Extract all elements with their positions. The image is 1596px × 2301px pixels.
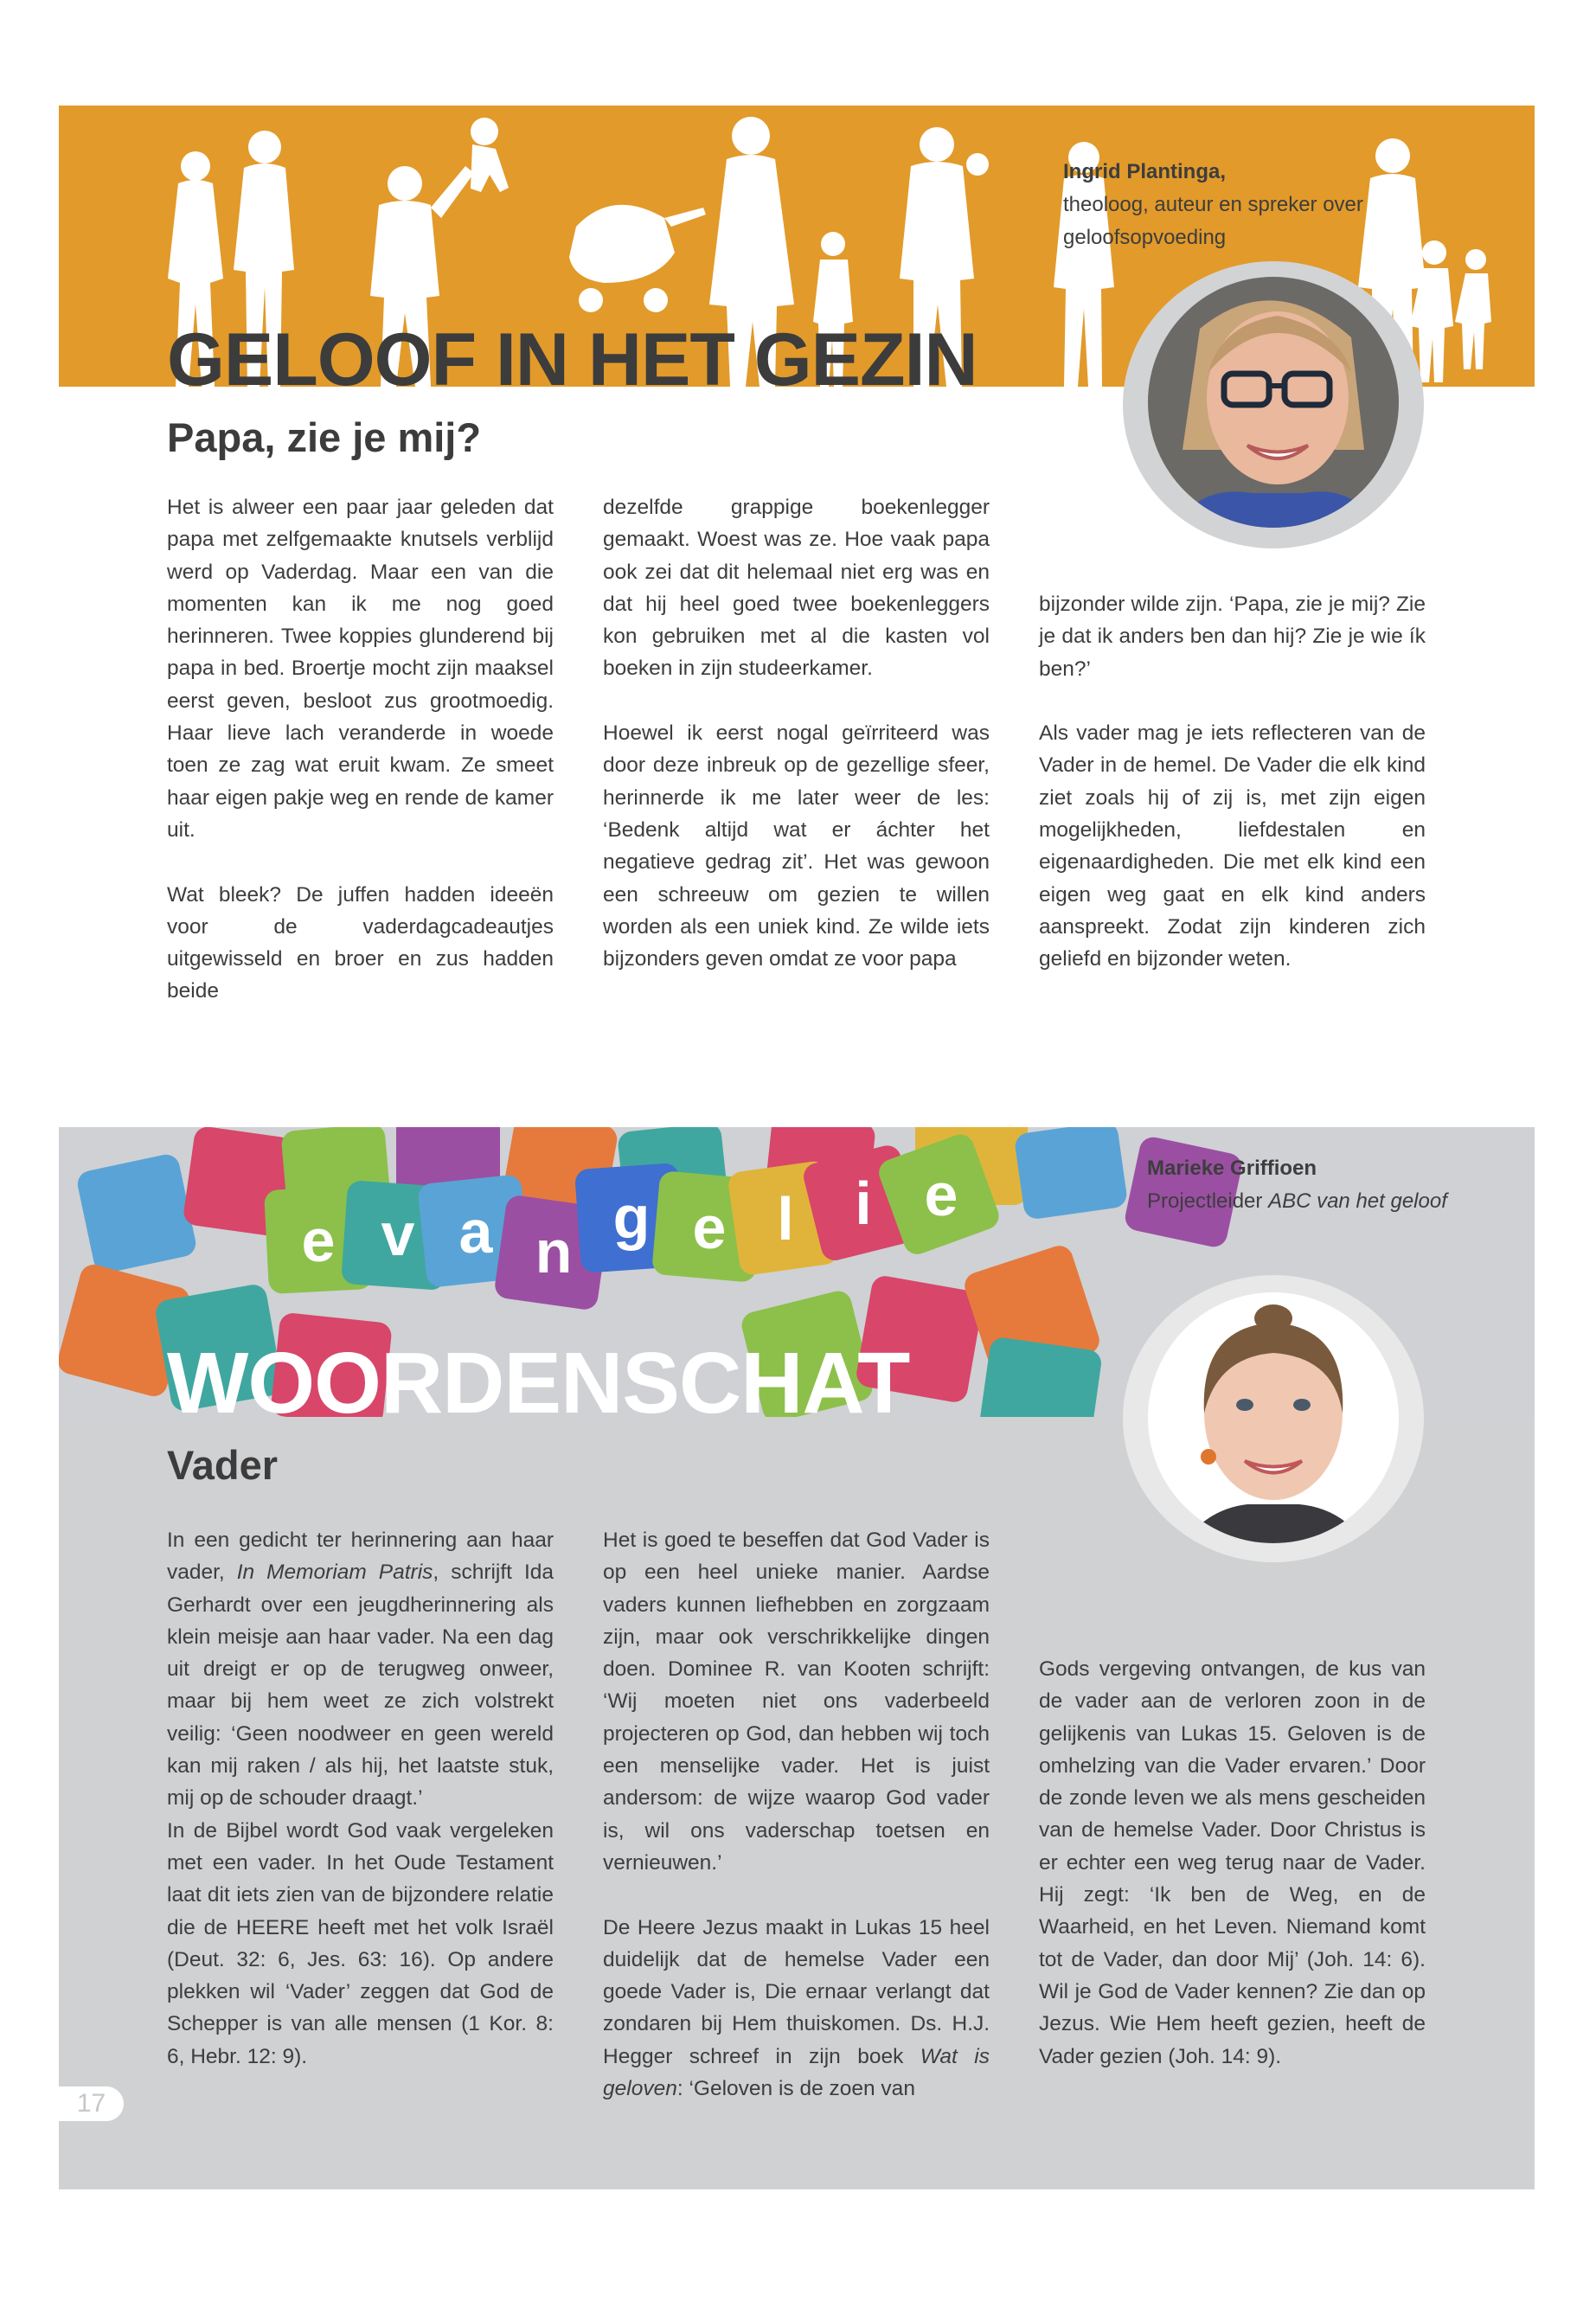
tile-letter: e bbox=[692, 1194, 727, 1261]
tile-letter: e bbox=[924, 1161, 958, 1228]
tile-letter: v bbox=[381, 1201, 415, 1268]
paragraph: dezelfde grappige boekenlegger gemaakt. Woest was ze. Hoe vaak papa ook zei dat dit helemaal niet erg was en dat hij heel goed twee boekenleggers kon gebruiken met al die kasten vol boeken in zijn studeerkamer. bbox=[603, 496, 990, 681]
article1-column-3 bbox=[1039, 588, 1426, 976]
author-credit bbox=[1147, 1152, 1510, 1218]
paragraph: Als vader mag je iets reflecteren van de Vader in de hemel. De Vader die elk kind ziet zoals hij of zij is, met zijn eigen mogelijkheden, liefdestalen en eigenaardigheden. Die met elk kind een eigen weg gaat en elk kind anders aanspreekt. Zodat zijn kinderen zich geliefd en bijzonder weten. bbox=[1039, 721, 1426, 971]
paragraph: Hoewel ik eerst nogal geïrriteerd was door deze inbreuk op de gezellige sfeer, herinnerde ik me later weer de les: ‘Bedenk altijd wat er áchter het negatieve gedrag zit’. Het was gewoon een schreeuw om gezien te willen worden als een uniek kind. Ze wilde iets bijzonders geven omdat ze voor papa bbox=[603, 721, 990, 971]
article2-column-3 bbox=[1039, 1653, 1426, 2073]
author-credit bbox=[1063, 156, 1426, 254]
author-role-text: Projectleider bbox=[1147, 1189, 1269, 1213]
author-portrait bbox=[1148, 277, 1399, 528]
paragraph: Het is goed te beseffen dat God Vader is op een heel unieke manier. Aardse vaders kunnen liefhebben en zorgzaam zijn, maar ook verschrikkelijke dingen doen. Dominee R. van Kooten schrijft: ‘Wij moeten niet ons vaderbeeld projecteren op God, dan hebben wij toch een menselijke vader. Het is juist andersom: de wijze waarop God vader is, wil ons vaderschap toetsen en vernieuwen.’ bbox=[603, 1529, 990, 1875]
tile-letter: n bbox=[535, 1218, 573, 1285]
paragraph: Het is alweer een paar jaar geleden dat papa met zelfgemaakte knutsels verblijd werd op Vaderdag. Maar een van die momenten kan ik me nog goed herinneren. Twee koppies glunderend bij papa in bed. Broertje mocht zijn maaksel eerst geven, besloot zus grootmoedig. Haar lieve lach veranderde in woede toen ze zag wat eruit kwam. Ze smeet haar eigen pakje weg en rende de kamer uit. bbox=[167, 496, 554, 842]
paragraph: bijzonder wilde zijn. ‘Papa, zie je mij? Zie je dat ik anders ben dan hij? Zie je wie ík ben?’ bbox=[1039, 593, 1426, 681]
text-run: De Heere Jezus maakt in Lukas 15 heel duidelijk dat de hemelse Vader een goede Vader is, Die ernaar verlangt dat zondaren bij Hem thuiskomen. Ds. H.J. Hegger schreef in zijn boek bbox=[603, 1915, 990, 2068]
text-run: : ‘Geloven is de zoen van bbox=[676, 2077, 915, 2101]
poem-title: In Memoriam Patris bbox=[236, 1561, 433, 1585]
page-number: 17 bbox=[59, 2086, 124, 2121]
paragraph bbox=[167, 1524, 554, 1815]
author-role-line2: geloofsopvoeding bbox=[1063, 226, 1227, 249]
paragraph bbox=[603, 1912, 990, 2106]
text-run: , schrijft Ida Gerhardt over een jeugdherinnering als klein meisje aan haar vader. Na een dag uit dreigt er op de terugweg onweer, maar bij hem weet ze zich volstrekt veilig: ‘Geen noodweer en geen wereld kan mij raken / als hij, het laatste stuk, mij op de schouder draagt.’ bbox=[167, 1561, 554, 1811]
tile-letter: e bbox=[301, 1207, 336, 1274]
author-portrait-frame bbox=[1123, 261, 1424, 548]
section-subtitle: Papa, zie je mij? bbox=[167, 414, 482, 460]
section-title: WOORDENSCHAT bbox=[167, 1335, 910, 1432]
paragraph: Gods vergeving ontvangen, de kus van de vader aan de verloren zoon in de gelijkenis van Lukas 15. Geloven is de omhelzing van die Vader ervaren.’ Door de zonde leven we als mens gescheiden van de hemelse Vader. Door Christus is er echter een weg terug naar de Vader. Hij zegt: ‘Ik ben de Weg, en de Waarheid, en het Leven. Niemand komt tot de Vader, dan door Mij’ (Joh. 14: 6). Wil je God de Vader kennen? Zie dan op Jezus. Wie Hem heeft gezien, heeft de Vader gezien (Joh. 14: 9). bbox=[1039, 1657, 1426, 2068]
paragraph: Wat bleek? De juffen hadden ideeën voor de vaderdagcadeautjes uitgewisseld en broer en zus hadden beide bbox=[167, 882, 554, 1003]
book-title: Wat is geloven bbox=[603, 2044, 990, 2101]
tile-letter: l bbox=[777, 1185, 794, 1253]
section-subtitle: Vader bbox=[167, 1442, 279, 1488]
tile-letter: a bbox=[458, 1198, 493, 1266]
author-role-italic: ABC van het geloof bbox=[1268, 1189, 1447, 1213]
author-name: Marieke Griffioen bbox=[1147, 1157, 1317, 1180]
article2-column-1 bbox=[167, 1524, 554, 2073]
author-portrait-frame bbox=[1123, 1275, 1424, 1562]
section-title: GELOOF IN HET GEZIN bbox=[167, 318, 977, 401]
article2-column-2 bbox=[603, 1524, 990, 2105]
author-role bbox=[1147, 1185, 1510, 1218]
text-run: In een gedicht ter herinnering aan haar vader, bbox=[167, 1529, 554, 1585]
author-role-line1: theoloog, auteur en spreker over bbox=[1063, 193, 1363, 216]
author-portrait bbox=[1148, 1292, 1399, 1543]
author-name: Ingrid Plantinga, bbox=[1063, 160, 1227, 183]
tile-letter: i bbox=[855, 1170, 872, 1237]
article1-column-1 bbox=[167, 491, 554, 1008]
paragraph: In de Bijbel wordt God vaak vergeleken met een vader. In het Oude Testament laat dit iets zien van de bijzondere relatie die de HEERE heeft met het volk Israël (Deut. 32: 6, Jes. 63: 16). Op andere plekken wil ‘Vader’ zeggen dat God de Schepper is van alle mensen (1 Kor. 8: 6, Hebr. 12: 9). bbox=[167, 1818, 554, 2068]
tile-letter: g bbox=[612, 1183, 651, 1251]
article1-column-2 bbox=[603, 491, 990, 975]
